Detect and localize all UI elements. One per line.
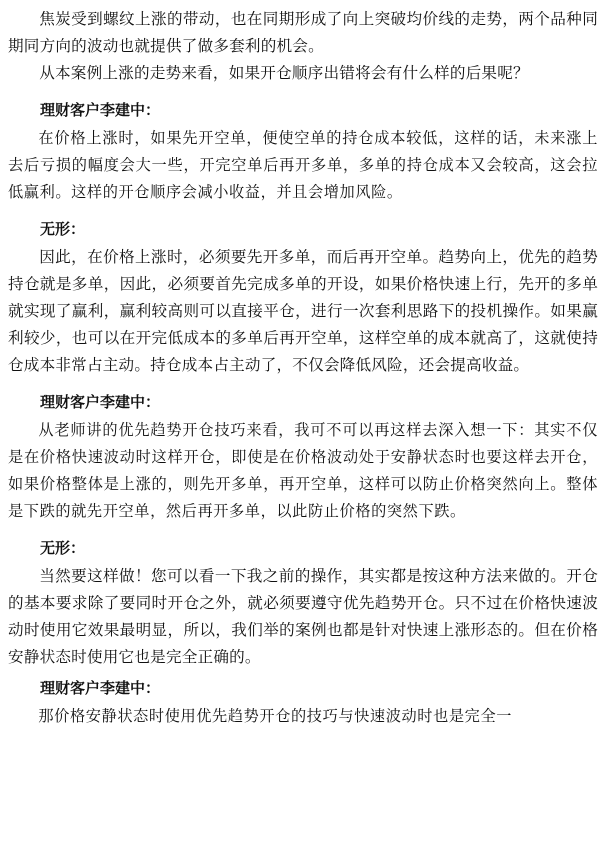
- speaker-label-client: 理财客户李建中：: [40, 101, 161, 119]
- wuxing-answer-1: 因此，在价格上涨时，必须要先开多单，而后再开空单。趋势向上，优先的趋势持仓就是多单，因此，必须要首先完成多单的开设，如果价格快速上行，先开的多单就实现了赢利，赢利较高则可以直接平仓，进行一次套利思路下的投机操作。如果赢利较少，也可以在开完低成本的多单后再开空单，这样空单的成本就高了，这就使持仓成本非常占主动。持仓成本占主动了，不仅会降低风险，还会提高收益。: [8, 248, 598, 374]
- speaker-label-client: 理财客户李建中：: [40, 679, 161, 697]
- speaker-label-wuxing: 无形：: [40, 220, 86, 238]
- client-statement-3: 那价格安静状态时使用优先趋势开仓的技巧与快速波动时也是完全一: [38, 707, 513, 725]
- client-statement-1: 在价格上涨时，如果先开空单，便使空单的持仓成本较低，这样的话，未来涨上去后亏损的幅度会大一些，开完空单后再开多单，多单的持仓成本又会较高，这会拉低赢利。这样的开仓顺序会减小收益，并且会增加风险。: [8, 129, 598, 201]
- client-statement-2: 从老师讲的优先趋势开仓技巧来看，我可不可以再这样去深入想一下：其实不仅是在价格快速波动时这样开仓，即使是在价格波动处于安静状态时也要这样去开仓，如果价格整体是上涨的，则先开多单，再开空单，这样可以防止价格突然向上。整体是下跌的就先开空单，然后再开多单，以此防止价格的突然下跌。: [8, 421, 598, 520]
- paragraph-coke-intro: 焦炭受到螺纹上涨的带动，也在同期形成了向上突破均价线的走势，两个品种同期同方向的波动也就提供了做多套利的机会。: [8, 10, 598, 55]
- speaker-label-client: 理财客户李建中：: [40, 393, 161, 411]
- paragraph-question: 从本案例上涨的走势来看，如果开仓顺序出错将会有什么样的后果呢？: [39, 64, 529, 82]
- speaker-label-wuxing: 无形：: [40, 539, 86, 557]
- wuxing-answer-2: 当然要这样做！您可以看一下我之前的操作，其实都是按这种方法来做的。开仓的基本要求除了要同时开仓之外，就必须要遵守优先趋势开仓。只不过在价格快速波动时使用它效果最明显，所以，我们举的案例也都是针对快速上涨形态的。但在价格安静状态时使用它也是完全正确的。: [8, 567, 598, 666]
